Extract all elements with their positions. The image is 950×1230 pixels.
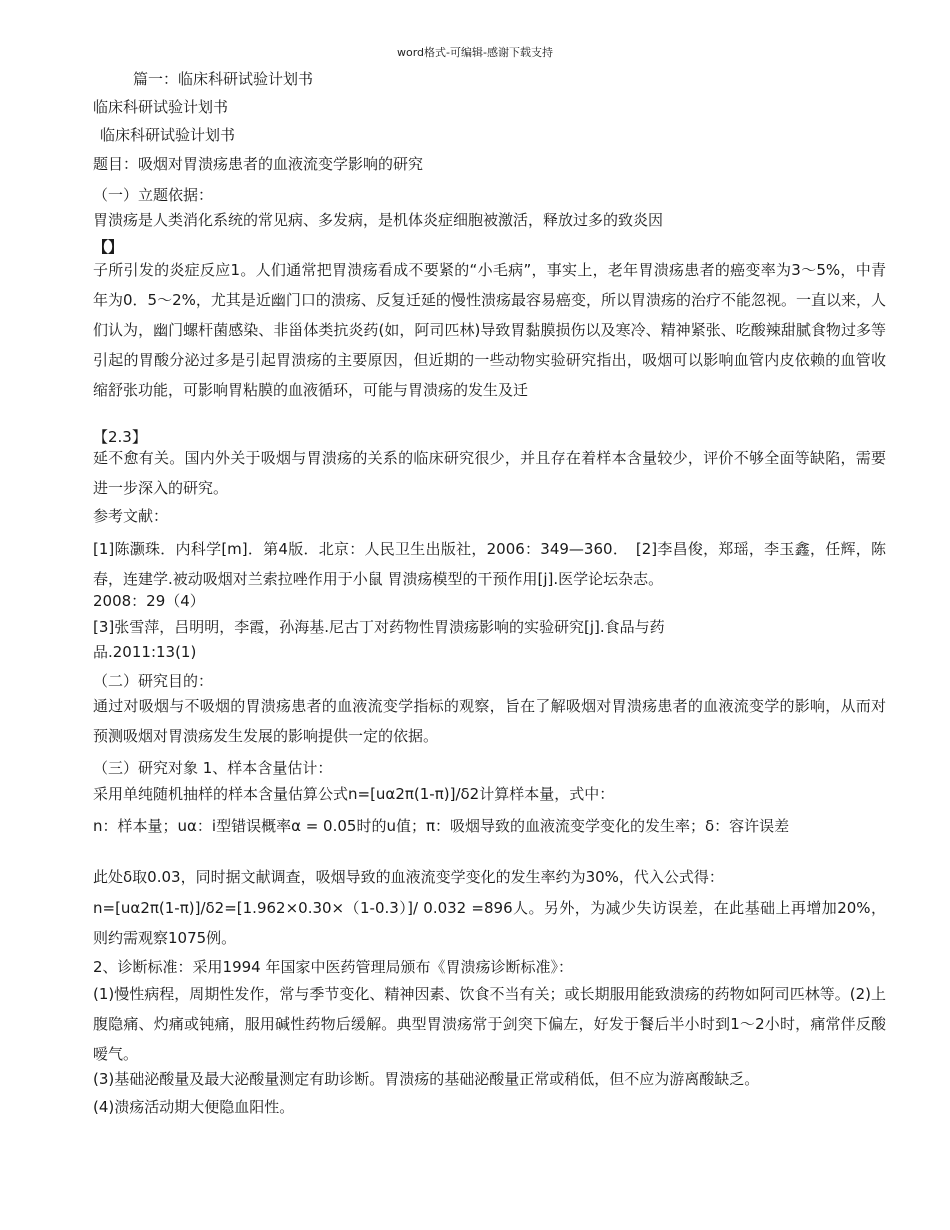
topic-title: 题目：吸烟对胃溃疡患者的血液流变学影响的研究 — [93, 155, 424, 173]
diagnosis-item-3: (3)基础泌酸量及最大泌酸量测定有助诊断。胃溃疡的基础泌酸量正常或稍低，但不应为游离酸缺乏。 — [93, 1070, 760, 1088]
page-header: word格式-可编辑-感谢下载支持 — [397, 46, 553, 59]
part1-paragraph: 子所引发的炎症反应1。人们通常把胃溃疡看成不要紧的“小毛病”，事实上，老年胃溃疡患者的癌变率为3～5%，中青年为0．5～2%，尤其是近幽门口的溃疡、反复迁延的慢性溃疡最容易癌变，所以胃溃疡的治疗不能忽视。一直以来，人们认为，幽门螺杆菌感染、非甾体类抗炎药(如，阿司匹林)导致胃黏膜损伤以及寒冷、精神紧张、吃酸辣甜腻食物过多等引起的胃酸分泌过多是引起胃溃疡的主要原因，但近期的一些动物实验研究指出，吸烟可以影响血管内皮依赖的血管收缩舒张功能，可影响胃粘膜的血液循环，可能与胃溃疡的发生及迁 — [93, 261, 886, 399]
reference-1-2: [1]陈灏珠．内科学[m]．第4版．北京：人民卫生出版社，2006：349—360． [2]李昌俊，郑瑶，李玉鑫，任辉，陈春，连建学.被动吸烟对兰索拉唑作用于小鼠 胃溃疡模型的干预作用[j].医学论坛杂志。 — [93, 540, 886, 588]
part3-calculation: n=[uα2π(1-π)]/δ2=[1.962×0.30×（1-0.3）]/ 0.032 =896人。另外，为减少失访误差，在此基础上再增加20%，则约需观察1075例。 — [93, 899, 886, 947]
bracket-marker-2: 【2.3】 — [93, 428, 147, 446]
reference-3: [3]张雪萍，吕明明，李霞，孙海基.尼古丁对药物性胃溃疡影响的实验研究[j].食品与药 — [93, 618, 665, 636]
title-line-1: 临床科研试验计划书 — [93, 98, 229, 116]
part3-delta-line: 此处δ取0.03，同时据文献调查，吸烟导致的血液流变学变化的发生率约为30%，代入公式得： — [93, 868, 724, 886]
part1-line1: 胃溃疡是人类消化系统的常见病、多发病，是机体炎症细胞被激活，释放过多的致炎因 — [93, 211, 664, 229]
diagnosis-item-4: (4)溃疡活动期大便隐血阳性。 — [93, 1098, 295, 1116]
section-heading: 篇一：临床科研试验计划书 — [133, 70, 314, 88]
bracket-marker-1: 【】 — [93, 238, 124, 256]
part2-heading: （二）研究目的： — [93, 672, 214, 690]
part3-heading: （三）研究对象 1、样本含量估计： — [93, 759, 333, 777]
references-heading: 参考文献： — [93, 507, 169, 525]
diagnosis-items-1-2: (1)慢性病程，周期性发作，常与季节变化、精神因素、饮食不当有关；或长期服用能致溃疡的药物如阿司匹林等。(2)上腹隐痛、灼痛或钝痛，服用碱性药物后缓解。典型胃溃疡常于剑突下偏左，好发于餐后半小时到1～2小时，痛常伴反酸嗳气。 — [93, 985, 886, 1063]
reference-2-tail: 2008：29（4） — [93, 592, 205, 610]
part3-definitions: n：样本量；uα：ⅰ型错误概率α = 0.05时的u值；π：吸烟导致的血液流变学变化的发生率；δ：容许误差 — [93, 817, 790, 835]
part1-heading: （一）立题依据： — [93, 186, 214, 204]
part2-paragraph: 通过对吸烟与不吸烟的胃溃疡患者的血液流变学指标的观察，旨在了解吸烟对胃溃疡患者的血液流变学的影响，从而对预测吸烟对胃溃疡发生发展的影响提供一定的依据。 — [93, 697, 886, 745]
diagnosis-heading: 2、诊断标准：采用1994 年国家中医药管理局颁布《胃溃疡诊断标准》： — [93, 958, 573, 976]
part1-paragraph-2: 延不愈有关。国内外关于吸烟与胃溃疡的关系的临床研究很少，并且存在着样本含量较少，评价不够全面等缺陷，需要进一步深入的研究。 — [93, 449, 886, 497]
part3-formula-line: 采用单纯随机抽样的样本含量估算公式n=[uα2π(1-π)]/δ2计算样本量，式中： — [93, 785, 615, 803]
reference-3-tail: 品.2011:13(1) — [93, 643, 197, 661]
title-line-2: 临床科研试验计划书 — [100, 126, 236, 144]
